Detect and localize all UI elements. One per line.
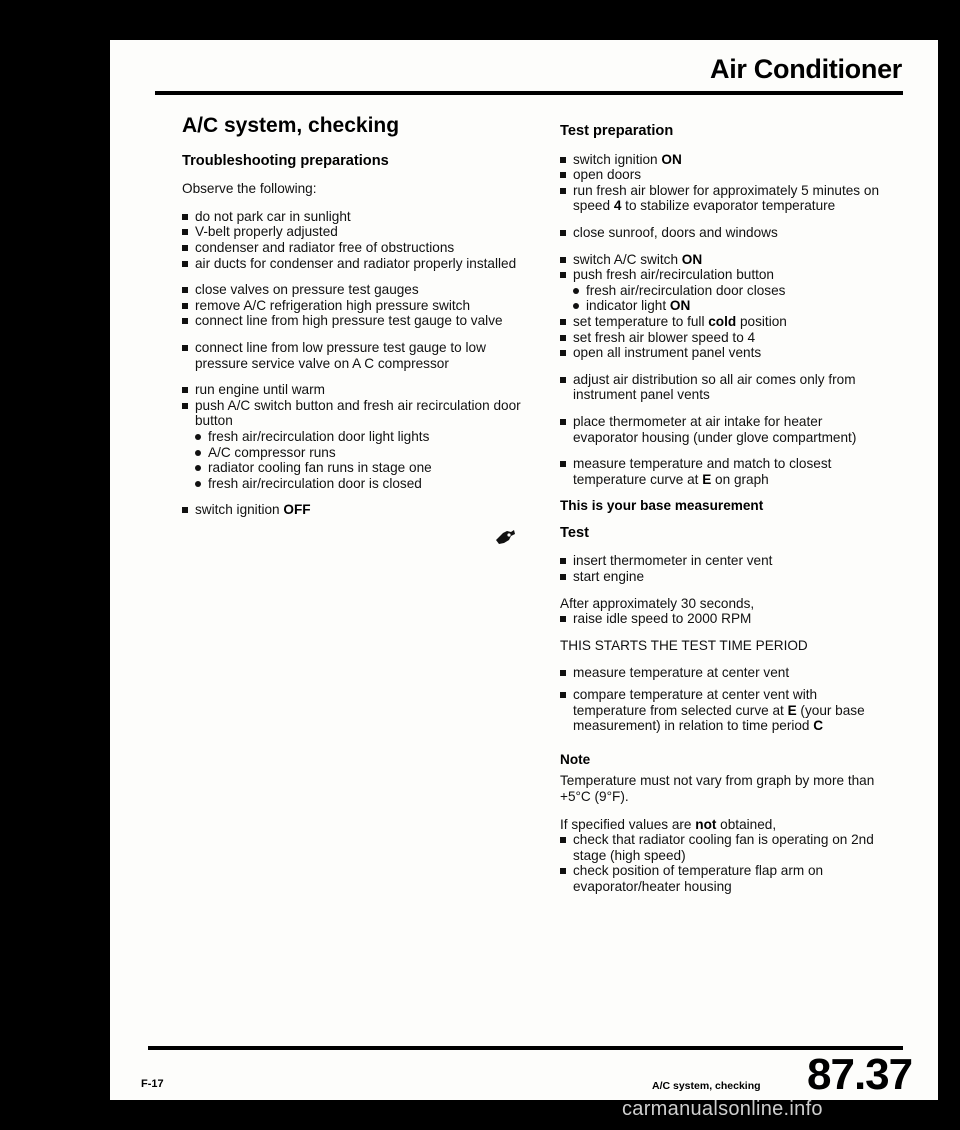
list-item: insert thermometer in center vent [560, 553, 890, 569]
list-item: check position of temperature flap arm on evaporator/heater housing [560, 863, 890, 894]
list-item [560, 456, 890, 487]
test-group-2 [560, 611, 890, 627]
list-item [560, 267, 890, 314]
sub-list-item: fresh air/recirculation door light lights [195, 429, 522, 445]
subheading-test: Test [560, 524, 589, 541]
footer-code: F-17 [141, 1078, 164, 1090]
list-item: do not park car in sunlight [182, 209, 522, 225]
checklist-group-3 [182, 340, 522, 371]
header-rule [155, 91, 903, 95]
prep-group-2 [560, 225, 890, 241]
left-column [182, 114, 522, 529]
list-item: set fresh air blower speed to 4 [560, 330, 890, 346]
item-bold: OFF [283, 502, 311, 518]
scan-border-left [0, 0, 110, 1100]
item-text: compare temperature at center vent with temperature from selected curve at [573, 687, 818, 718]
list-item [182, 398, 522, 492]
sub-list-item: A/C compressor runs [195, 445, 522, 461]
sub-list [195, 429, 522, 491]
checklist-group-2 [182, 282, 522, 329]
item-text: position [736, 313, 787, 329]
test-group-1 [560, 553, 890, 584]
item-text: on graph [711, 471, 769, 487]
sub-list-item [573, 298, 890, 314]
item-text: to stabilize evaporator temperature [621, 198, 836, 214]
list-item: adjust air distribution so all air comes only from instrument panel vents [560, 372, 890, 403]
sub-list-item: fresh air/recirculation door closes [573, 283, 890, 299]
base-measurement-text: This is your base measurement [560, 498, 764, 514]
list-item: air ducts for condenser and radiator properly installed [182, 256, 522, 272]
item-bold: not [695, 816, 717, 832]
item-text: If specified values are [560, 816, 696, 832]
prep-group-3 [560, 252, 890, 361]
list-item [560, 314, 890, 330]
item-text: indicator light [586, 298, 670, 314]
if-text [560, 817, 890, 833]
list-item: close sunroof, doors and windows [560, 225, 890, 241]
item-bold: ON [681, 251, 703, 267]
list-item: connect line from low pressure test gauge to low pressure service valve on A C compressor [182, 340, 522, 371]
footer-section-label: A/C system, checking [652, 1080, 761, 1092]
checklist-group-5 [182, 502, 522, 518]
item-bold: ON [669, 298, 691, 314]
footer-rule [148, 1046, 903, 1050]
watermark: carmanualsonline.info [622, 1098, 823, 1120]
item-bold: 4 [613, 198, 622, 214]
item-text: switch ignition [195, 502, 284, 518]
list-item: measure temperature at center vent [560, 665, 890, 681]
item-text: measure temperature and match to closest temperature curve at [573, 456, 832, 487]
list-item-text: push A/C switch button and fresh air recirculation door button [195, 397, 521, 429]
list-item: condenser and radiator free of obstructions [182, 240, 522, 256]
list-item [560, 687, 890, 734]
list-item: run engine until warm [182, 382, 522, 398]
test-group-3 [560, 665, 890, 733]
checklist-group-4 [182, 382, 522, 491]
prep-group-6 [560, 456, 890, 487]
sub-list [573, 283, 890, 314]
list-item [560, 183, 890, 214]
test-period-text: THIS STARTS THE TEST TIME PERIOD [560, 637, 808, 653]
scan-border-right [938, 0, 960, 1100]
list-item: open all instrument panel vents [560, 345, 890, 361]
item-bold: E [702, 471, 712, 487]
item-bold: C [813, 718, 824, 734]
item-text: obtained, [716, 816, 777, 832]
prep-group-5 [560, 414, 890, 445]
list-item: remove A/C refrigeration high pressure switch [182, 298, 522, 314]
item-text: (your base measurement) in relation to time period [573, 702, 865, 734]
list-item: start engine [560, 569, 890, 585]
item-text: set temperature to full [573, 313, 709, 329]
check-group [560, 832, 890, 894]
sub-list-item: fresh air/recirculation door is closed [195, 476, 522, 492]
list-item: V-belt properly adjusted [182, 224, 522, 240]
item-text: push fresh air/recirculation button [573, 267, 774, 283]
list-item: connect line from high pressure test gauge to valve [182, 313, 522, 329]
list-item [560, 152, 890, 168]
after-text: After approximately 30 seconds, [560, 595, 755, 611]
manual-page [110, 40, 938, 1100]
list-item [560, 252, 890, 268]
item-text: switch A/C switch [573, 251, 682, 267]
intro-text: Observe the following: [182, 181, 317, 197]
list-item [182, 502, 522, 518]
list-item: check that radiator cooling fan is operating on 2nd stage (high speed) [560, 832, 890, 863]
note-text: Temperature must not vary from graph by more than +5°C (9°F). [560, 773, 875, 804]
item-bold: E [787, 702, 797, 718]
list-item: raise idle speed to 2000 RPM [560, 611, 890, 627]
subheading-troubleshooting: Troubleshooting preparations [182, 152, 389, 169]
item-bold: cold [708, 313, 737, 329]
note-heading: Note [560, 751, 591, 767]
prep-group-4 [560, 372, 890, 403]
special-tool-icon [494, 528, 516, 546]
page-header-title: Air Conditioner [710, 54, 902, 84]
section-title: A/C system, checking [182, 114, 400, 137]
prep-group-1 [560, 152, 890, 214]
checklist-group-1 [182, 209, 522, 271]
list-item: place thermometer at air intake for heater evaporator housing (under glove compartment) [560, 414, 890, 445]
right-column [560, 124, 890, 906]
scan-border-top [0, 0, 960, 40]
page-number: 87.37 [807, 1050, 913, 1099]
item-text: run fresh air blower for approximately 5 minutes on speed [573, 182, 879, 214]
item-bold: ON [661, 151, 682, 167]
item-text: switch ignition [573, 151, 662, 167]
subheading-test-preparation: Test preparation [560, 123, 674, 139]
list-item: open doors [560, 167, 890, 183]
list-item: close valves on pressure test gauges [182, 282, 522, 298]
sub-list-item: radiator cooling fan runs in stage one [195, 460, 522, 476]
